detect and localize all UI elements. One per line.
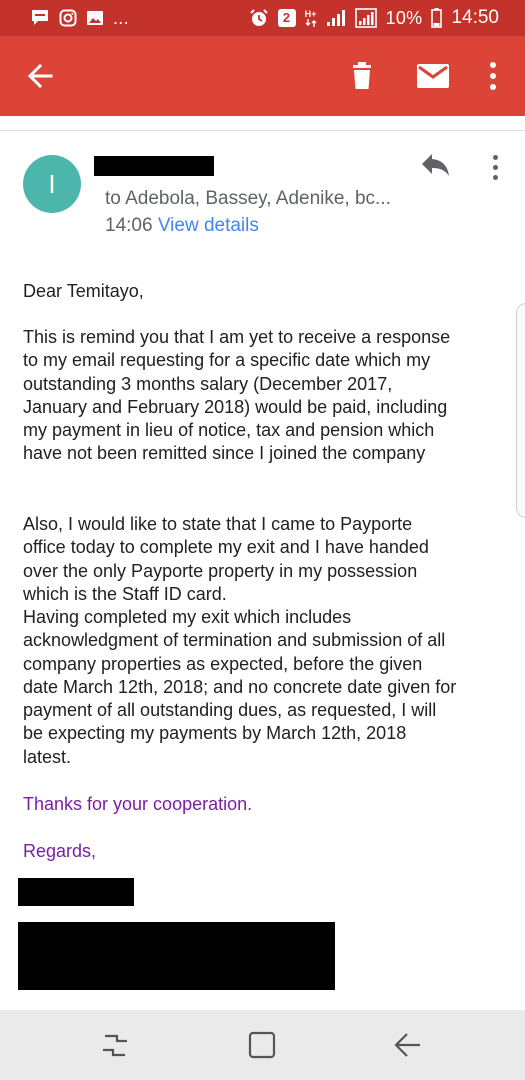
email-meta: [105, 215, 259, 237]
body-line: company properties as expected, before the given: [23, 653, 423, 674]
trash-icon: [351, 62, 373, 90]
regards-line: Regards,: [23, 841, 97, 861]
sender-avatar[interactable]: I: [23, 155, 81, 213]
more-vert-icon: [490, 62, 496, 90]
back-button[interactable]: [18, 36, 62, 116]
status-bar: [0, 0, 525, 36]
navigation-bar: [0, 1010, 525, 1080]
body-line: to my email requesting for a specific date which my: [23, 350, 431, 371]
battery-percent: 10%: [385, 7, 423, 28]
recipients-line[interactable]: to Adebola, Bassey, Adenike, bc...: [105, 188, 391, 209]
battery-icon: [431, 8, 442, 28]
body-line: my payment in lieu of notice, tax and pension which: [23, 420, 435, 441]
redacted-sender-name: [94, 156, 214, 176]
home-button[interactable]: [242, 1028, 282, 1062]
recent-apps-button[interactable]: [95, 1028, 135, 1062]
body-line: acknowledgment of termination and submission of all: [23, 630, 446, 651]
back-icon: [388, 1028, 428, 1062]
paragraph-2: [23, 513, 513, 606]
back-arrow-icon: [27, 63, 53, 89]
status-overflow: ...: [113, 7, 129, 28]
instagram-icon: [59, 9, 77, 27]
alarm-icon: [249, 8, 269, 28]
reply-icon: [418, 150, 452, 180]
reply-button[interactable]: [418, 150, 456, 184]
nav-back-button[interactable]: [388, 1028, 428, 1062]
sim-badge: 2: [278, 9, 296, 27]
email-time: 14:06: [105, 215, 153, 236]
message-more-button[interactable]: [482, 150, 508, 184]
mark-unread-button[interactable]: [410, 36, 456, 116]
body-line: office today to complete my exit and I have handed: [23, 537, 429, 558]
status-left: [30, 8, 129, 29]
recent-apps-icon: [95, 1028, 135, 1062]
gallery-icon: [86, 10, 104, 26]
scroll-handle[interactable]: [516, 303, 525, 518]
message-icon: [30, 9, 50, 27]
delete-button[interactable]: [340, 36, 384, 116]
home-icon: [242, 1028, 282, 1062]
body-line: latest.: [23, 746, 72, 767]
greeting: Dear Temitayo,: [23, 281, 144, 301]
signal-icon-2: [355, 8, 377, 28]
thanks-line: Thanks for your cooperation.: [23, 794, 253, 814]
body-line: be expecting my payments by March 12th, 2018: [23, 723, 407, 744]
view-details-link[interactable]: View details: [157, 215, 259, 236]
message-more-icon: [493, 155, 498, 180]
paragraph-3: [23, 606, 513, 769]
more-options-button[interactable]: [478, 36, 508, 116]
body-line: over the only Payporte property in my possession: [23, 560, 418, 581]
body-line: January and February 2018) would be paid, including: [23, 396, 448, 417]
signal-icon: [326, 9, 346, 27]
body-line: outstanding 3 months salary (December 2017,: [23, 373, 393, 394]
body-line: Having completed my exit which includes: [23, 607, 352, 627]
paragraph-1: [23, 326, 513, 466]
body-line: which is the Staff ID card.: [23, 583, 227, 604]
redacted-signature-block: [18, 922, 335, 990]
toolbar: [0, 36, 525, 116]
divider: [0, 130, 525, 131]
body-line: have not been remitted since I joined the company: [23, 443, 426, 464]
status-time: 14:50: [451, 7, 499, 28]
mail-icon: [417, 64, 449, 88]
body-line: Also, I would like to state that I came to Payporte: [23, 514, 413, 534]
network-type-icon: [305, 10, 317, 27]
network-type-label: H+: [304, 8, 317, 19]
body-line: This is remind you that I am yet to receive a response: [23, 327, 451, 347]
redacted-signature-name: [18, 878, 134, 906]
status-right: [249, 7, 499, 29]
body-line: date March 12th, 2018; and no concrete date given for: [23, 676, 457, 697]
body-line: payment of all outstanding dues, as requested, I will: [23, 700, 437, 721]
